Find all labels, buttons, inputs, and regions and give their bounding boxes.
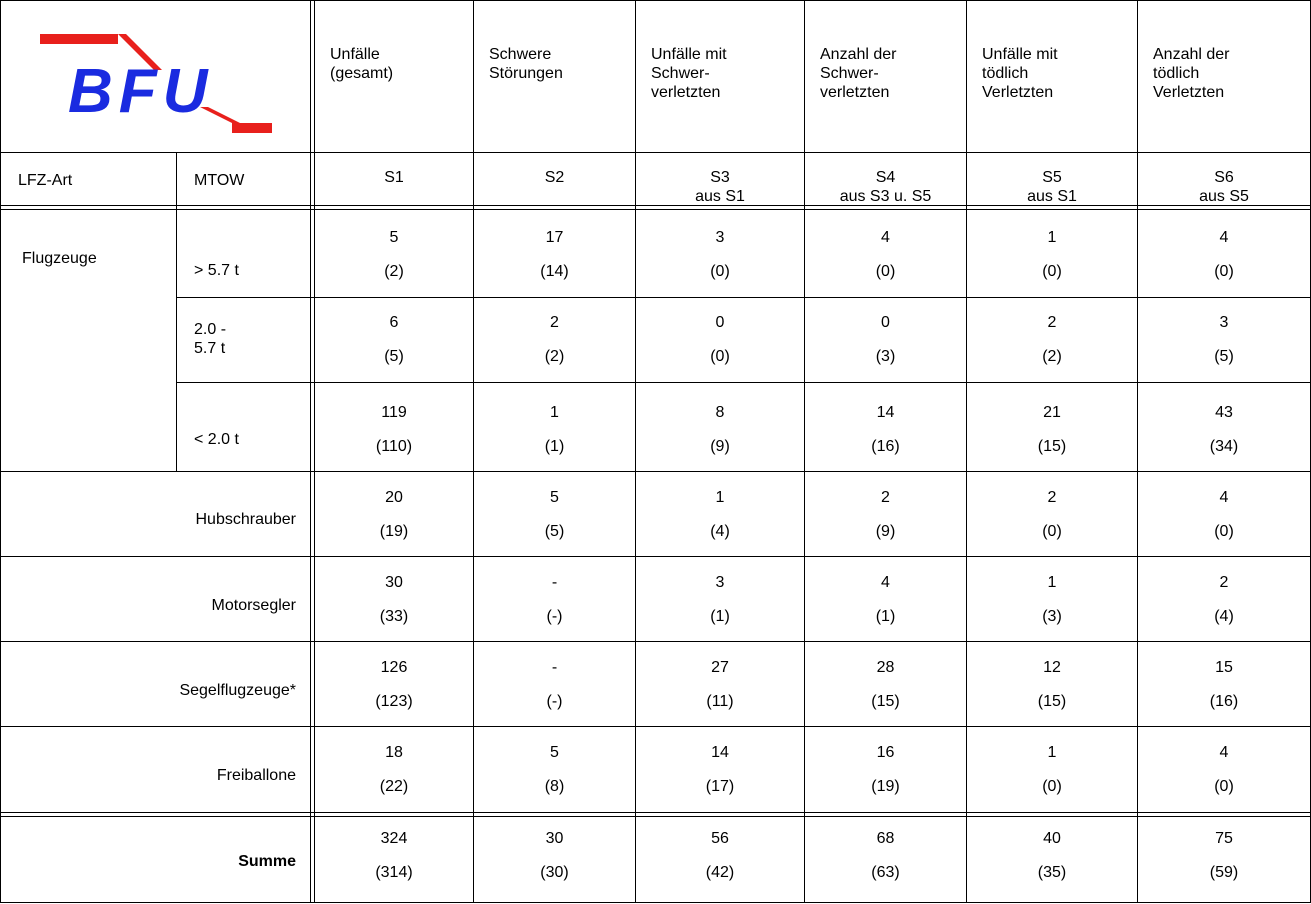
row-divider [176, 382, 1311, 383]
cell-previous-year: (42) [705, 864, 735, 881]
cell-value: 6 [389, 314, 399, 331]
cell-previous-year: (0) [1042, 263, 1062, 280]
cell-previous-year: (2) [544, 348, 565, 365]
header-unfaelle-gesamt: Unfälle (gesamt) [330, 46, 394, 82]
logo-text: BFU [68, 57, 214, 126]
cell-value: 5 [389, 229, 399, 246]
cell-previous-year: (0) [1214, 263, 1234, 280]
cell-value: 3 [1219, 314, 1229, 331]
cell-previous-year: (3) [1042, 608, 1062, 625]
cell-value: 119 [381, 404, 407, 421]
cell-previous-year: (11) [706, 693, 734, 710]
code-s6: S6 aus S5 [1199, 169, 1249, 205]
cell-value: 56 [711, 830, 729, 847]
cell-previous-year: (2) [384, 263, 404, 280]
row-divider [0, 556, 1311, 557]
cell-previous-year: (0) [1214, 523, 1234, 540]
cell-value: 2 [881, 489, 890, 506]
cell-value: 12 [1043, 659, 1061, 676]
cell-value: 5 [550, 489, 559, 506]
cell-value: 8 [715, 404, 725, 421]
cell-value: 1 [550, 404, 559, 421]
row-divider [176, 297, 1311, 298]
cell-value: 28 [876, 659, 895, 676]
cell-previous-year: (15) [1037, 438, 1067, 455]
code-s5: S5 aus S1 [1027, 169, 1077, 205]
cell-value: 1 [1047, 229, 1057, 246]
cell-previous-year: (35) [1037, 864, 1067, 881]
cell-value: 75 [1215, 830, 1233, 847]
cell-previous-year: (30) [540, 864, 569, 881]
col-divider [176, 152, 177, 472]
cell-previous-year: (16) [1209, 693, 1239, 710]
cell-previous-year: (1) [710, 608, 730, 625]
cell-value: 17 [545, 229, 564, 246]
cell-value: 27 [711, 659, 729, 676]
cell-previous-year: (0) [1042, 523, 1062, 540]
row-label-summe: Summe [238, 853, 296, 870]
cell-value: 30 [545, 830, 564, 847]
row-label: Freiballone [216, 767, 296, 784]
code-s2: S2 [544, 169, 565, 186]
cell-previous-year: (22) [379, 778, 409, 795]
cell-previous-year: (15) [1037, 693, 1067, 710]
row-label: Segelflugzeuge* [179, 682, 296, 699]
cell-value: 2 [1047, 489, 1057, 506]
row-divider [0, 152, 1311, 153]
row-divider [0, 471, 1311, 472]
cell-value: 0 [715, 314, 725, 331]
cell-previous-year: (63) [871, 864, 900, 881]
cell-value: 4 [881, 229, 890, 246]
cell-value: 3 [715, 229, 725, 246]
row-divider [0, 641, 1311, 642]
cell-value: 40 [1043, 830, 1061, 847]
bfu-logo [34, 22, 274, 137]
cell-previous-year: (0) [875, 263, 896, 280]
cell-previous-year: (14) [540, 263, 569, 280]
code-s1: S1 [384, 169, 404, 186]
cell-previous-year: (4) [710, 523, 730, 540]
code-s3: S3 aus S1 [695, 169, 745, 205]
col-divider [310, 0, 311, 903]
cell-value: 5 [550, 744, 559, 761]
cell-previous-year: (9) [875, 523, 896, 540]
header-unfaelle-toedlich: Unfälle mit tödlich Verletzten [982, 46, 1058, 101]
cell-value: - [551, 574, 558, 591]
cell-previous-year: (0) [1042, 778, 1062, 795]
cell-previous-year: (59) [1209, 864, 1239, 881]
cell-value: 16 [876, 744, 895, 761]
cell-previous-year: (5) [544, 523, 565, 540]
cell-value: 1 [1047, 574, 1057, 591]
header-anzahl-toedlich: Anzahl der tödlich Verletzten [1153, 46, 1230, 101]
logo-bottom-bar [232, 123, 272, 133]
cell-value: 15 [1215, 659, 1233, 676]
logo-top-bar [40, 34, 118, 44]
header-anzahl-schwerverletzte: Anzahl der Schwer- verletzten [820, 46, 897, 101]
cell-previous-year: (4) [1214, 608, 1234, 625]
cell-value: 4 [881, 574, 890, 591]
header-lfz-art: LFZ-Art [18, 172, 73, 189]
cell-previous-year: (1) [875, 608, 896, 625]
cell-value: 21 [1043, 404, 1061, 421]
cell-value: 14 [711, 744, 729, 761]
code-s4: S4 aus S3 u. S5 [839, 169, 932, 205]
cell-previous-year: (0) [1214, 778, 1234, 795]
cell-value: 0 [881, 314, 890, 331]
cell-value: 30 [385, 574, 403, 591]
cell-previous-year: (1) [544, 438, 565, 455]
cell-value: 4 [1219, 489, 1229, 506]
header-mtow: MTOW [194, 172, 245, 189]
cell-previous-year: (123) [375, 693, 413, 710]
row-mtow: 2.0 - 5.7 t [194, 321, 227, 357]
row-label: Motorsegler [211, 597, 296, 614]
cell-value: 4 [1219, 229, 1229, 246]
cell-value: - [551, 659, 558, 676]
cell-previous-year: (5) [1214, 348, 1234, 365]
cell-previous-year: (33) [379, 608, 409, 625]
cell-value: 1 [1047, 744, 1057, 761]
row-divider [0, 209, 1311, 210]
cell-previous-year: (0) [710, 348, 730, 365]
cell-previous-year: (17) [705, 778, 735, 795]
cell-value: 20 [385, 489, 403, 506]
cell-value: 2 [550, 314, 559, 331]
cell-value: 3 [715, 574, 725, 591]
table-border-top [0, 0, 1311, 1]
row-mtow: > 5.7 t [194, 262, 239, 279]
cell-value: 2 [1219, 574, 1229, 591]
cell-previous-year: (34) [1209, 438, 1239, 455]
row-mtow: < 2.0 t [194, 431, 239, 448]
header-schwere-stoerungen: Schwere Störungen [489, 46, 563, 82]
cell-previous-year: (5) [384, 348, 404, 365]
cell-previous-year: (3) [875, 348, 896, 365]
cell-value: 2 [1047, 314, 1057, 331]
cell-previous-year: (8) [544, 778, 565, 795]
row-divider [0, 812, 1311, 813]
header-unfaelle-schwerverletzte: Unfälle mit Schwer- verletzten [651, 46, 727, 101]
cell-value: 4 [1219, 744, 1229, 761]
cell-previous-year: (16) [871, 438, 900, 455]
cell-value: 324 [380, 830, 408, 847]
cell-value: 14 [876, 404, 895, 421]
cell-previous-year: (19) [871, 778, 900, 795]
cell-previous-year: (15) [871, 693, 900, 710]
table-border-bottom [0, 902, 1311, 903]
row-divider [0, 816, 1311, 817]
cell-previous-year: (19) [379, 523, 409, 540]
cell-value: 1 [715, 489, 725, 506]
cell-previous-year: (9) [710, 438, 730, 455]
cell-value: 126 [380, 659, 408, 676]
cell-value: 68 [876, 830, 895, 847]
row-divider [0, 726, 1311, 727]
row-label-flugzeuge: Flugzeuge [22, 250, 97, 267]
cell-value: 43 [1215, 404, 1233, 421]
cell-previous-year: (2) [1042, 348, 1062, 365]
row-label: Hubschrauber [195, 511, 296, 528]
cell-value: 18 [385, 744, 403, 761]
cell-previous-year: (0) [710, 263, 730, 280]
cell-previous-year: (314) [375, 864, 413, 881]
cell-previous-year: (110) [375, 438, 413, 455]
cell-previous-year: (-) [546, 693, 563, 710]
cell-previous-year: (-) [546, 608, 563, 625]
